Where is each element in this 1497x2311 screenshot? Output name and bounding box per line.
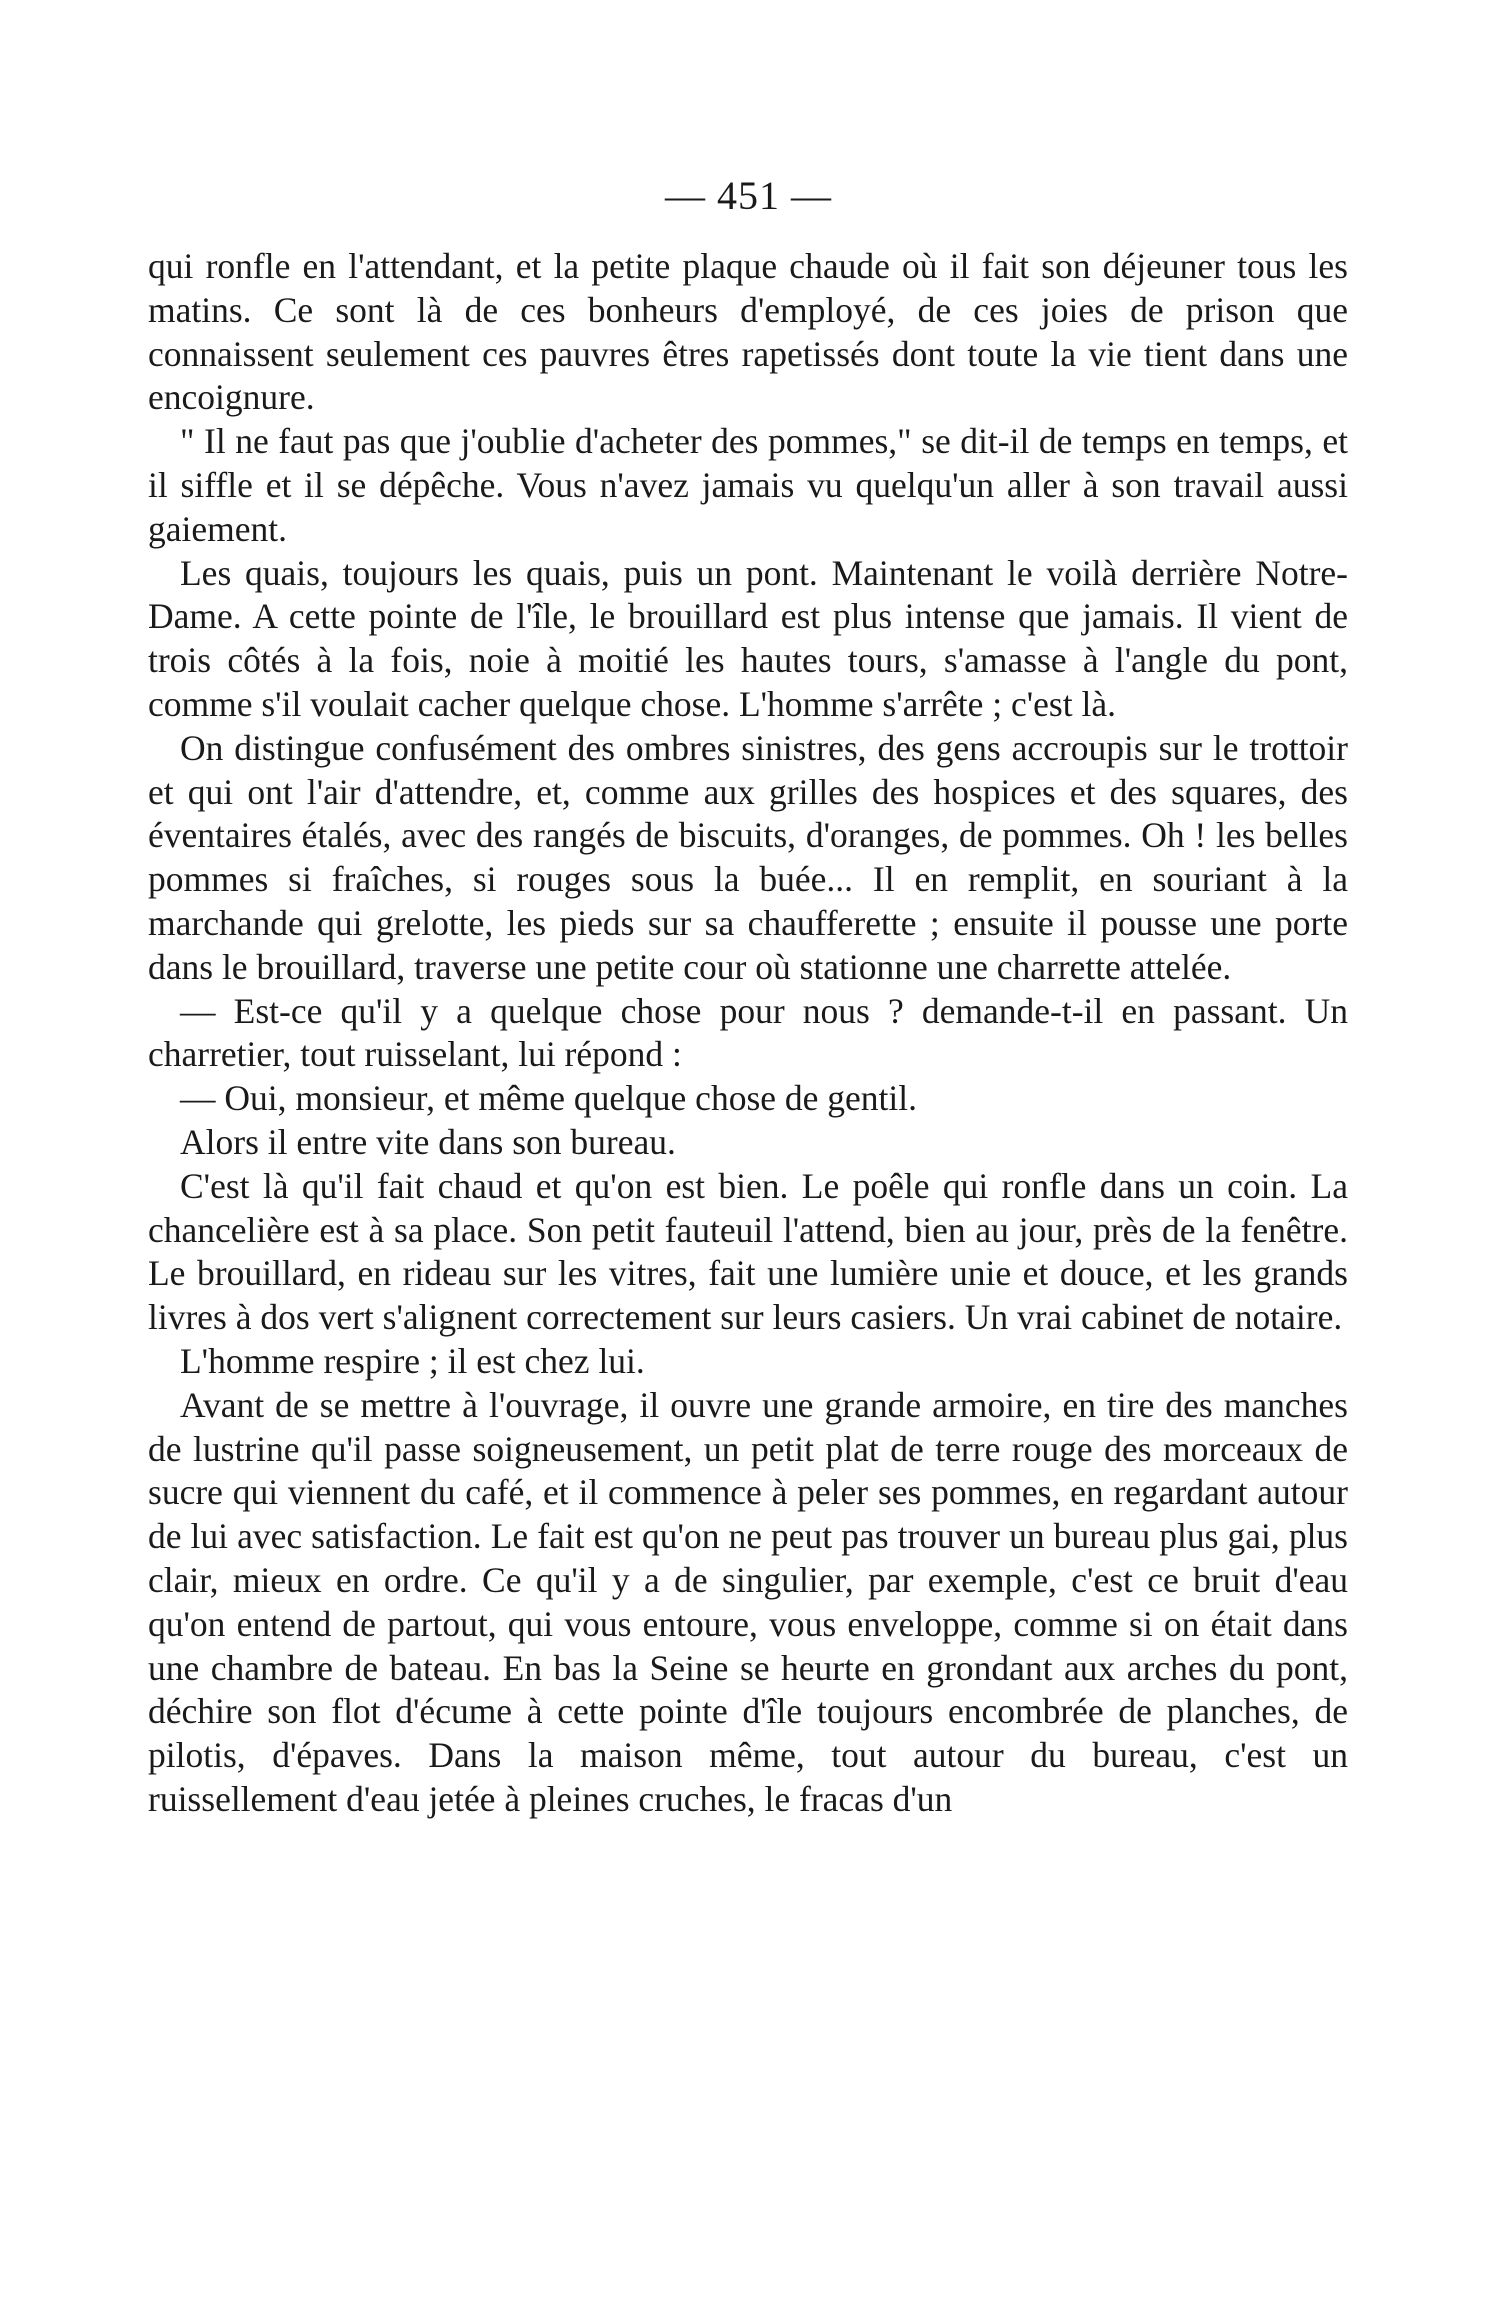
body-text [148,245,1348,1822]
dialogue-paragraph: — Oui, monsieur, et même quelque chose de gentil. [180,1078,917,1119]
page-number: — 451 — [665,173,832,218]
paragraph: Les quais, toujours les quais, puis un pont. Maintenant le voilà derrière Notre-Dame. A cette pointe de l'île, le brouillard est plus intense que jamais. Il vient de trois côtés à la fois, noie à moitié les hautes tours, s'amasse à l'angle du pont, comme s'il voulait cacher quelque chose. L'homme s'arrête ; c'est là. [148,552,1348,724]
paragraph: On distingue confusément des ombres sinistres, des gens accroupis sur le trottoir et qui ont l'air d'attendre, et, comme aux grilles des hospices et des squares, des éventaires étalés, avec des rangés de biscuits, d'oranges, de pommes. Oh ! les belles pommes si fraîches, si rouges sous la buée... Il en remplit, en souriant à la marchande qui grelotte, les pieds sur sa chaufferette ; ensuite il pousse une porte dans le brouillard, traverse une petite cour où stationne une charrette attelée. [148,727,1348,987]
paragraph: Avant de se mettre à l'ouvrage, il ouvre une grande armoire, en tire des manches de lustrine qu'il passe soigneusement, un petit plat de terre rouge des morceaux de sucre qui viennent du café, et il commence à peler ses pommes, en regardant autour de lui avec satisfaction. Le fait est qu'on ne peut pas trouver un bureau plus gai, plus clair, mieux en ordre. Ce qu'il y a de singulier, par exemple, c'est ce bruit d'eau qu'on entend de partout, qui vous entoure, vous enveloppe, comme si on était dans une chambre de bateau. En bas la Seine se heurte en grondant aux arches du pont, déchire son flot d'écume à cette pointe d'île toujours encombrée de planches, de pilotis, d'épaves. Dans la maison même, tout autour du bureau, c'est un ruissellement d'eau jetée à pleines cruches, le fracas d'un [148,1384,1348,1819]
paragraph: L'homme respire ; il est chez lui. [180,1340,645,1381]
paragraph: " Il ne faut pas que j'oublie d'acheter des pommes," se dit-il de temps en temps, et il siffle et il se dépêche. Vous n'avez jamais vu quelqu'un aller à son travail aussi gaiement. [148,421,1348,549]
dialogue-paragraph: — Est-ce qu'il y a quelque chose pour nous ? demande-t-il en passant. Un charretier, tout ruisselant, lui répond : [148,990,1348,1075]
paragraph: qui ronfle en l'attendant, et la petite plaque chaude où il fait son déjeuner tous les matins. Ce sont là de ces bonheurs d'employé, de ces joies de prison que connaissent seulement ces pauvres êtres rapetissés dont toute la vie tient dans une encoignure. [148,246,1348,418]
paragraph: C'est là qu'il fait chaud et qu'on est bien. Le poêle qui ronfle dans un coin. La chancelière est à sa place. Son petit fauteuil l'attend, bien au jour, près de la fenêtre. Le brouillard, en rideau sur les vitres, fait une lumière unie et douce, et les grands livres à dos vert s'alignent correctement sur leurs casiers. Un vrai cabinet de notaire. [148,1165,1348,1338]
paragraph: Alors il entre vite dans son bureau. [180,1121,676,1162]
